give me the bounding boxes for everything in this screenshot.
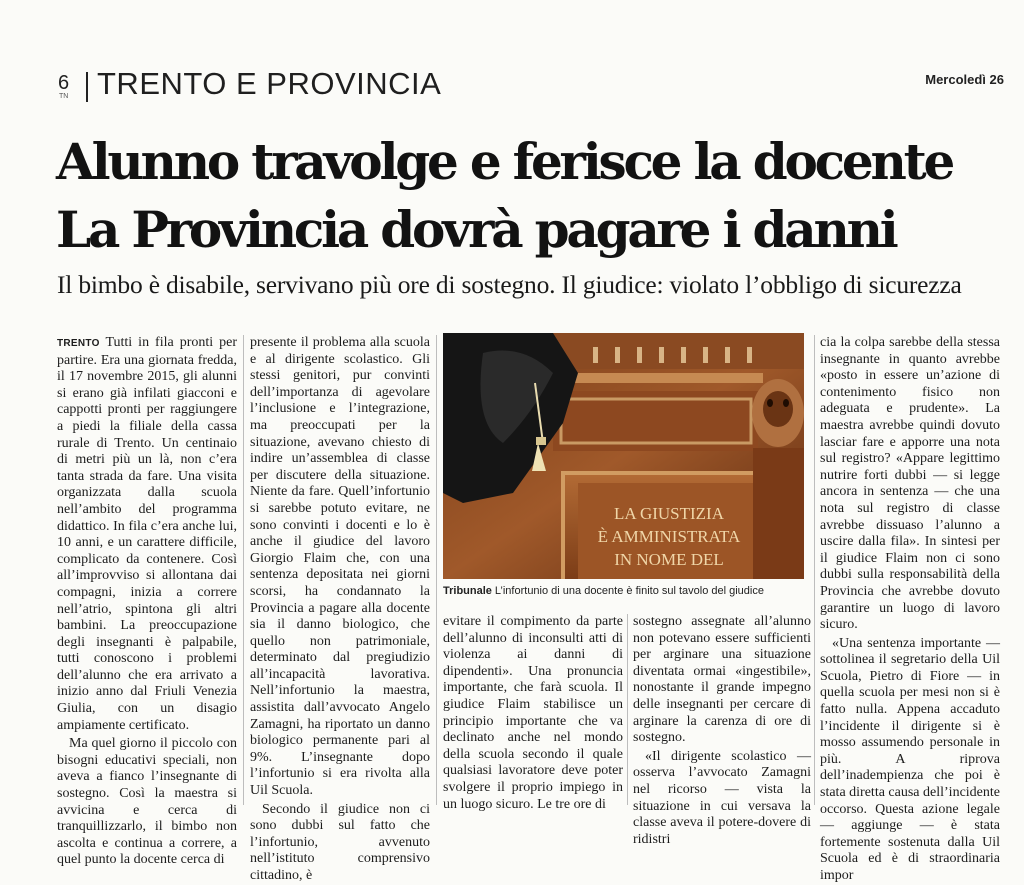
article-paragraph: Secondo il giudice non ci sono dubbi sul fatto che l’infortunio, avvenuto nell’istituto comprensivo cittadino, è bbox=[250, 801, 430, 883]
article-paragraph: Ma quel giorno il piccolo con bisogni educativi speciali, non aveva a fianco l’insegnante di sostegno. Così la maestra si avvicina e cerca di tranquillizzarlo, il bimbo non ascolta e continua a correre, a quel punto la docente cerca di bbox=[57, 736, 237, 868]
article-paragraph: cia la colpa sarebbe della stessa insegnante in quanto avrebbe «posto in essere un’azione di contenimento fisico non adeguata e prudente». La maestra avrebbe quindi dovuto lasciar fare e apporre una nota sul registro? «Appare legittimo nutrire forti dubbi — si legge ancora in sentenza — che una nota sul registro di classe avrebbe dissuaso l’alunno a uscire dalla fila». In sintesi per il giudice Flaim non ci sono dubbi sulla responsabilità della Provincia che avrebbe dovuto garantire un luogo di lavoro sicuro. bbox=[820, 335, 1000, 633]
page-number: 6 bbox=[58, 72, 70, 94]
section-title: TRENTO E PROVINCIA bbox=[97, 66, 442, 101]
column-divider bbox=[627, 614, 628, 805]
page-code: TN bbox=[59, 93, 69, 100]
article-column-3 bbox=[443, 614, 623, 813]
photo-caption bbox=[443, 585, 813, 597]
column-divider bbox=[814, 335, 815, 805]
carved-text-line-2: È AMMINISTRATA bbox=[597, 527, 741, 546]
subheadline: Il bimbo è disabile, servivano più ore di sostegno. Il giudice: violato l’obbligo di sicurezza bbox=[57, 270, 962, 299]
headline-line-1: Alunno travolge e ferisce la docente bbox=[56, 132, 953, 191]
article-paragraph: sostegno assegnate all’alunno non potevano essere sufficienti per arginare una situazione diventata ormai «ingestibile», nonostante il grande impegno delle insegnanti per cercare di arginare la carenza di ore di sostegno. bbox=[633, 614, 811, 746]
dateline: TRENTO bbox=[57, 338, 100, 349]
article-column-4 bbox=[633, 614, 811, 848]
article-paragraph: presente il problema alla scuola e al dirigente scolastico. Gli stessi genitori, pur convinti dell’importanza di agevolare l’inclusione e l’integrazione, ma preoccupati per la situazione, avevano chiesto di indire un’assemblea di classe per discutere della situazione. Niente da fare. Quell’infortunio si sarebbe potuto evitare, ne sono convinti i docenti e lo è anche il giudice del lavoro Giorgio Flaim che, con una sentenza depositata nei giorni scorsi, ha condannato la Provincia a pagare alla docente sia il danno biologico, che quello non patrimoniale, determinato dal pregiudizio all’incapacità lavorativa. Nell’infortunio la maestra, assistita dall’avvocato Angelo Zamagni, ha riportato un danno biologico permanente pari al 9%. L’insegnante dopo l’infortunio si era rivolta alla Uil Scuola. bbox=[250, 335, 430, 799]
header-divider bbox=[86, 72, 88, 102]
article-paragraph: evitare il compimento da parte dell’alunno di inconsulti atti di violenza ai danni di dipendenti». Una pronuncia importante, che farà scuola. Il giudice Flaim stabilisce un principio importante che va declinato anche nel mondo della scuola secondo il quale qualsiasi lavoratore deve poter svolgere il proprio impiego in un luogo sicuro. Le tre ore di bbox=[443, 614, 623, 812]
caption-label: Tribunale bbox=[443, 585, 492, 597]
article-column-2 bbox=[250, 335, 430, 885]
article-paragraph: «Una sentenza importante — sottolinea il segretario della Uil Scuola, Pietro di Fiore — in quella scuola per mesi non si è fatto nulla. Appena accaduto l’incidente il dirigente si è mosso assumendo personale in più. A riprova dell’inadempienza che poi è stata diretta causa dell’incidente occorso. Questa azione legale — aggiunge — è stata fortemente sostenuta dalla Uil Scuola ed è di straordinaria impor bbox=[820, 635, 1000, 883]
article-paragraph: «Il dirigente scolastico — osserva l’avvocato Zamagni nel ricorso — vista la situazione in cui versava la classe aveva il potere-dovere di ridistri bbox=[633, 748, 811, 847]
caption-text: L’infortunio di una docente è finito sul tavolo del giudice bbox=[494, 585, 764, 597]
headline-line-2: La Provincia dovrà pagare i danni bbox=[56, 200, 896, 259]
article-paragraph: TRENTO Tutti in fila pronti per partire. Era una giornata fredda, il 17 novembre 2015, gli alunni si erano già infilati giacconi e cappotti pronti per raggiungere a piedi la filiale della cassa rurale di Trento. Un centinaio di metri più un là, non c’era tanta strada da fare. Una visita organizzata dalla scuola nell’ambito del programma didattico. In fila c’era anche lui, 10 anni, e un carattere difficile, complicato da contenere. Così all’improvviso si allontana dai compagni, inizia a correre nell’atrio, spintona gli altri bambini. La preoccupazione degli insegnanti è palpabile, tutti conoscono i problemi dell’alunno che era arrivato a inizio anno dal Friuli Venezia Giulia, con un disagio ampiamente certificato. bbox=[57, 335, 237, 733]
article-column-5 bbox=[820, 335, 1000, 885]
carved-text-line-3: IN NOME DEL bbox=[614, 550, 724, 569]
courtroom-photo bbox=[443, 333, 804, 579]
column-divider bbox=[243, 335, 244, 805]
carved-text-line-1: LA GIUSTIZIA bbox=[613, 504, 725, 523]
issue-date: Mercoledì 26 bbox=[925, 72, 1004, 87]
column-divider bbox=[436, 335, 437, 805]
article-column-1 bbox=[57, 335, 237, 869]
